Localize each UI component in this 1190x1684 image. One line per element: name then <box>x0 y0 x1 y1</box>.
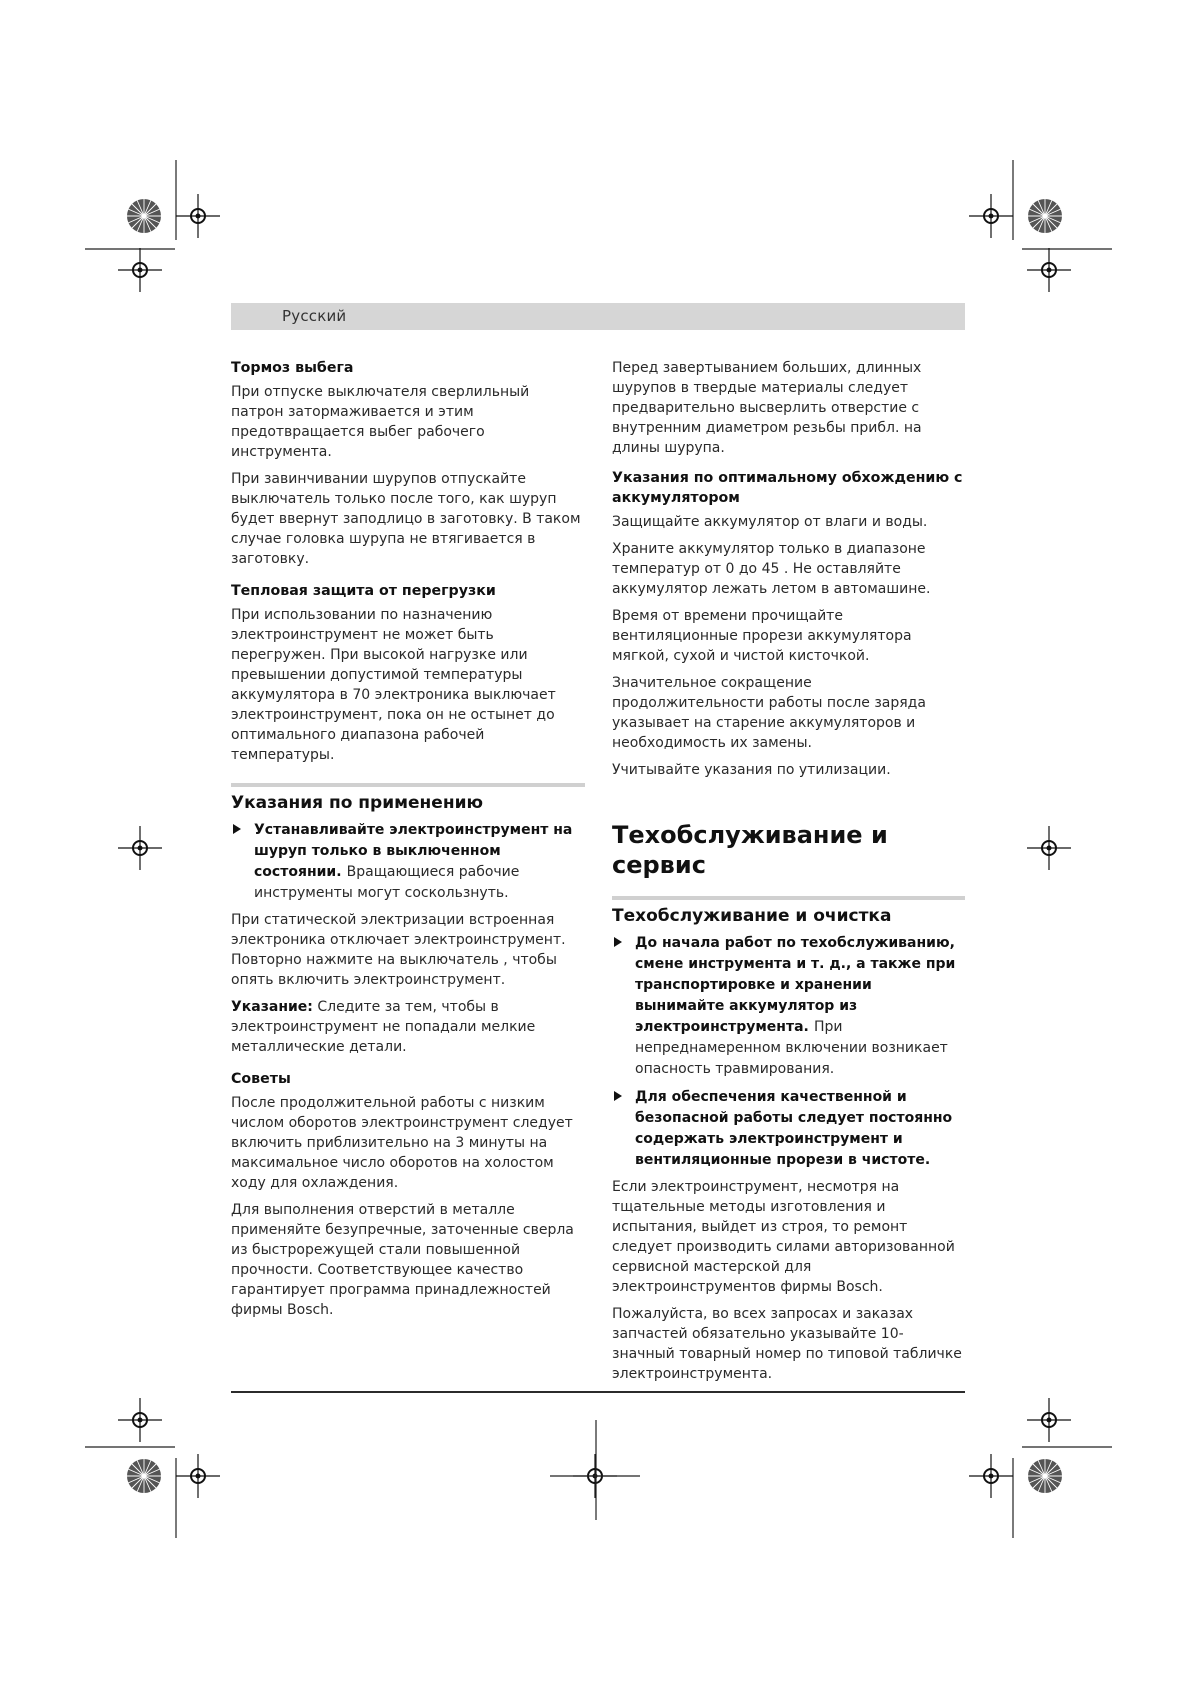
note-label: Указание: <box>231 999 313 1015</box>
footer-divider <box>231 1391 965 1393</box>
registration-crosshair-icon <box>118 248 162 292</box>
chapter-title-maintenance-service: Техобслуживание и сервис <box>612 821 888 879</box>
starburst-register-icon <box>1027 198 1063 234</box>
left-column <box>231 358 585 1327</box>
paragraph: Для выполнения отверстий в металле применяйте безупречные, заточенные сверла из быстрорежущей стали повышенной прочности. Соответствующее качество гарантирует программа принадлежностей фирмы Bosch. <box>231 1202 574 1318</box>
bullet-triangle-icon <box>233 824 241 834</box>
warning-bullet <box>231 819 585 903</box>
header-language-label: Русский <box>282 307 347 325</box>
registration-crosshair-icon <box>176 194 220 238</box>
bullet-bold-text: До начала работ по техобслуживанию, смене инструмента и т. д., а также при транспортировке и хранении вынимайте аккумулятор из электроинструмента. <box>635 935 956 1035</box>
registration-crosshair-icon <box>969 1454 1013 1498</box>
right-column <box>612 358 965 1391</box>
paragraph: Значительное сокращение продолжительности работы после заряда указывает на старение аккумуляторов и необходимость их замены. <box>612 675 926 751</box>
starburst-register-icon <box>126 198 162 234</box>
crop-mark-bottom-left-horizontal <box>85 1446 175 1448</box>
registration-crosshair-horizontal-line <box>550 1475 640 1477</box>
crop-mark-bottom-right-horizontal <box>1022 1446 1112 1448</box>
paragraph: Защищайте аккумулятор от влаги и воды. <box>612 514 928 530</box>
paragraph: Время от времени прочищайте вентиляционные прорези аккумулятора мягкой, сухой и чистой кисточкой. <box>612 608 912 664</box>
bullet-bold-text: Для обеспечения качественной и безопасной работы следует постоянно содержать электроинструмент и вентиляционные прорези в чистоте. <box>635 1089 953 1168</box>
section-title-brake: Тормоз выбега <box>231 360 354 376</box>
paragraph: При статической электризации встроенная электроника отключает электроинструмент. Повторно нажмите на выключатель , чтобы опять включить электроинструмент. <box>231 912 566 988</box>
starburst-register-icon <box>126 1458 162 1494</box>
paragraph: Храните аккумулятор только в диапазоне температур от 0 до 45 . Не оставляйте аккумулятор лежать летом в автомашине. <box>612 541 931 597</box>
bullet-text: При непреднамеренном включении возникает опасность травмирования. <box>635 1019 948 1077</box>
bullet-text: Вращающиеся рабочие инструменты могут соскользнуть. <box>254 864 520 901</box>
note-text: Следите за тем, чтобы в электроинструмент не попадали мелкие металлические детали. <box>231 999 536 1055</box>
paragraph: Если электроинструмент, несмотря на тщательные методы изготовления и испытания, выйдет из строя, то ремонт следует производить силами авторизованной сервисной мастерской для электроинструментов фирмы Bosch. <box>612 1179 955 1295</box>
section-title-battery-care: Указания по оптимальному обхождению с аккумулятором <box>612 470 963 506</box>
bullet-bold-text: Устанавливайте электроинструмент на шуруп только в выключенном состоянии. <box>254 822 573 880</box>
page-header-band <box>231 303 965 330</box>
registration-crosshair-icon <box>1027 1398 1071 1442</box>
warning-bullet <box>612 1086 965 1170</box>
registration-crosshair-icon <box>118 1398 162 1442</box>
section-heading-usage: Указания по применению <box>231 783 585 815</box>
registration-crosshair-icon <box>118 826 162 870</box>
paragraph: Перед завертыванием больших, длинных шурупов в твердые материалы следует предварительно высверлить отверстие с внутренним диаметром резьбы прибл. на длины шурупа. <box>612 360 922 456</box>
paragraph: После продолжительной работы с низким числом оборотов электроинструмент следует включить приблизительно на 3 минуты на максимальное число оборотов на холостом ходу для охлаждения. <box>231 1095 573 1191</box>
note-paragraph <box>231 997 585 1057</box>
paragraph: При отпуске выключателя сверлильный патрон затормаживается и этим предотвращается выбег рабочего инструмента. <box>231 384 530 460</box>
section-title-thermal-protection: Тепловая защита от перегрузки <box>231 583 496 599</box>
bullet-triangle-icon <box>614 937 622 947</box>
warning-bullet <box>612 932 965 1079</box>
registration-crosshair-icon <box>969 194 1013 238</box>
registration-crosshair-vertical-line <box>595 1420 597 1520</box>
section-heading-maintenance-cleaning: Техобслуживание и очистка <box>612 896 965 928</box>
paragraph: При использовании по назначению электроинструмент не может быть перегружен. При высокой нагрузке или превышении допустимой температуры аккумулятора в 70 электроника выключает электроинструмент, пока он не остынет до оптимального диапазона рабочей температуры. <box>231 607 556 763</box>
bullet-triangle-icon <box>614 1091 622 1101</box>
registration-crosshair-icon <box>1027 826 1071 870</box>
section-title-tips: Советы <box>231 1071 291 1087</box>
paragraph: Пожалуйста, во всех запросах и заказах запчастей обязательно указывайте 10-значный товарный номер по типовой табличке электроинструмента. <box>612 1306 962 1382</box>
registration-crosshair-icon <box>1027 248 1071 292</box>
registration-crosshair-icon <box>176 1454 220 1498</box>
paragraph: При завинчивании шурупов отпускайте выключатель только после того, как шуруп будет ввернут заподлицо в заготовку. В таком случае головка шурупа не втягивается в заготовку. <box>231 471 581 567</box>
starburst-register-icon <box>1027 1458 1063 1494</box>
paragraph: Учитывайте указания по утилизации. <box>612 762 891 778</box>
